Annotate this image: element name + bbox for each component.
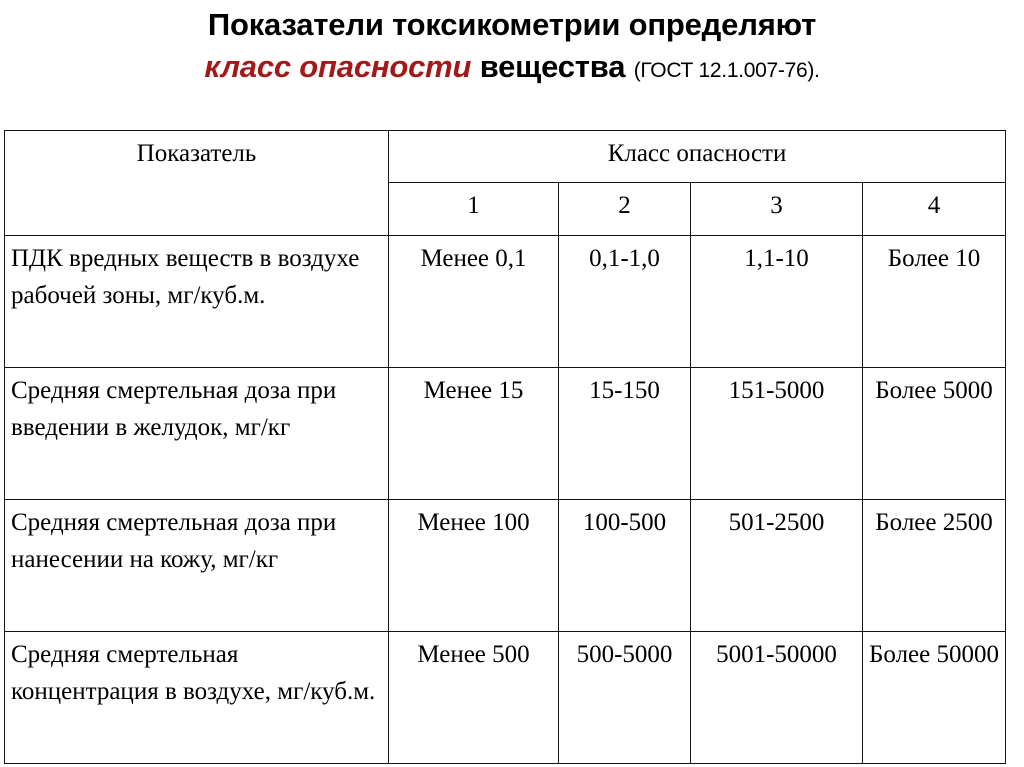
row-value-class-2: 0,1-1,0 [559, 236, 691, 368]
row-value-class-3: 1,1-10 [691, 236, 863, 368]
page-title [0, 0, 1024, 93]
table-row [5, 236, 1006, 368]
row-value-class-2: 100-500 [559, 500, 691, 632]
table-row [5, 632, 1006, 764]
row-value-class-4: Более 10 [863, 236, 1006, 368]
row-value-class-1: Менее 0,1 [389, 236, 559, 368]
row-param-label: Средняя смертельная доза при введении в желудок, мг/кг [5, 368, 389, 500]
table-header-row-group [5, 131, 1006, 183]
row-value-class-1: Менее 100 [389, 500, 559, 632]
title-line-primary: Показатели токсикометрии определяют [207, 7, 817, 42]
title-accent-text: класс опасности [204, 49, 472, 84]
toxicometry-table [4, 130, 1006, 764]
row-param-label: Средняя смертельная концентрация в воздухе, мг/куб.м. [5, 632, 389, 764]
header-cell-hazard-class: Класс опасности [389, 131, 1006, 183]
row-value-class-4: Более 5000 [863, 368, 1006, 500]
row-value-class-2: 15-150 [559, 368, 691, 500]
row-value-class-3: 501-2500 [691, 500, 863, 632]
toxicometry-table-wrapper [4, 130, 1005, 764]
row-value-class-4: Более 2500 [863, 500, 1006, 632]
row-value-class-1: Менее 500 [389, 632, 559, 764]
header-cell-param: Показатель [5, 131, 389, 236]
row-value-class-4: Более 50000 [863, 632, 1006, 764]
header-cell-class-1: 1 [389, 183, 559, 236]
table-row [5, 368, 1006, 500]
title-secondary-text: вещества [479, 49, 626, 84]
table-row [5, 500, 1006, 632]
row-value-class-3: 5001-50000 [691, 632, 863, 764]
row-value-class-2: 500-5000 [559, 632, 691, 764]
row-param-label: Средняя смертельная доза при нанесении на кожу, мг/кг [5, 500, 389, 632]
row-value-class-1: Менее 15 [389, 368, 559, 500]
title-line-secondary [0, 45, 1024, 93]
header-cell-class-2: 2 [559, 183, 691, 236]
row-value-class-3: 151-5000 [691, 368, 863, 500]
title-gost-reference: (ГОСТ 12.1.007-76). [633, 59, 820, 82]
header-cell-class-3: 3 [691, 183, 863, 236]
header-cell-class-4: 4 [863, 183, 1006, 236]
row-param-label: ПДК вредных веществ в воздухе рабочей зоны, мг/куб.м. [5, 236, 389, 368]
